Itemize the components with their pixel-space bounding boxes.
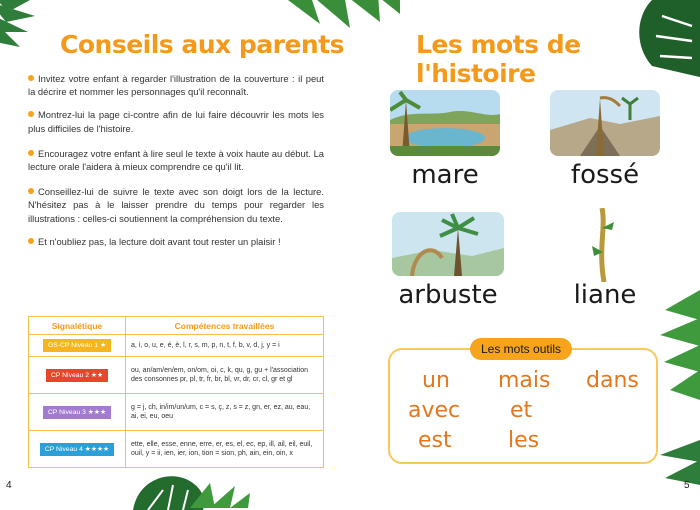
tool-word-dans: dans — [586, 368, 639, 393]
right-page — [350, 0, 700, 504]
page-number: 4 — [6, 480, 12, 491]
tool-word-est: est — [418, 428, 452, 453]
tool-word-les: les — [508, 428, 540, 453]
tool-words-heading: Les mots outils — [470, 338, 572, 360]
mare-illustration — [390, 90, 500, 156]
pond-landscape-image — [390, 90, 500, 156]
shrub-landscape-image — [392, 212, 504, 276]
word-liane: liane — [573, 280, 637, 310]
level-1-badge: GS-CP Niveau 1 ★ — [43, 339, 111, 352]
level-3-badge: CP Niveau 3 ★★★ — [43, 406, 111, 419]
bullet-icon — [28, 111, 34, 117]
table-row — [29, 357, 324, 394]
page-title: Conseils aux parents — [60, 30, 345, 59]
bullet-icon — [28, 188, 34, 194]
tip-item: Et n'oubliez pas, la lecture doit avant tout rester un plaisir ! — [28, 235, 324, 248]
left-page — [0, 0, 350, 504]
level-4-badge: CP Niveau 4 ★★★★ — [40, 443, 114, 456]
skills-cell: g = j, ch, in/im/un/um, c = s, ç, z, s = z, gn, er, ez, au, eau, ai, ei, eu, oeu — [126, 394, 324, 431]
tool-word-un: un — [422, 368, 450, 393]
skills-cell: a, i, o, u, e, é, è, l, r, s, m, p, n, t, f, b, v, d, j, y = i — [126, 335, 324, 357]
vine-image — [588, 208, 618, 282]
bullet-icon — [28, 150, 34, 156]
column-header-competences: Compétences travaillées — [126, 317, 324, 335]
tool-word-avec: avec — [408, 398, 461, 423]
page-number: 5 — [684, 480, 690, 491]
column-header-signaletique: Signalétique — [29, 317, 126, 335]
table-row — [29, 335, 324, 357]
table-header-row — [29, 317, 324, 335]
bullet-icon — [28, 75, 34, 81]
tool-word-et: et — [510, 398, 533, 423]
skills-cell: ou, an/am/en/em, on/om, oi, c, k, qu, g, gu + l'association des consonnes pr, pl, tr, fr, br, bl, vr, dr, cr, cl, gr et gl — [126, 357, 324, 394]
bullet-icon — [28, 238, 34, 244]
palm-leaf-top-left-decoration — [0, 0, 60, 52]
tip-item: Montrez-lui la page ci-contre afin de lui faire découvrir les mots les plus difficiles de l'histoire. — [28, 109, 324, 134]
tip-item: Invitez votre enfant à regarder l'illustration de la couverture : il peut la décrire et nommer les personnages qu'il reconnaît. — [28, 73, 324, 98]
skills-cell: ette, elle, esse, enne, erre, er, es, el, ec, ep, ill, ail, eil, euil, ouil, y = ii, ien, ier, ion, tion = sion, ph, ain, ein, oin, x — [126, 431, 324, 468]
tip-item: Encouragez votre enfant à lire seul le texte à voix haute au début. La lecture orale l'aidera à mieux comprendre ce qu'il lit. — [28, 147, 324, 173]
reading-level-table — [28, 316, 324, 468]
liane-illustration — [588, 208, 618, 282]
parent-tips-list — [28, 72, 324, 258]
tip-item: Conseillez-lui de suivre le texte avec son doigt lors de la lecture. N'hésitez pas à le laisser prendre du temps pour regarder les illustrations : celles-ci soutiennent la compréhension du texte. — [28, 186, 324, 224]
table-row — [29, 394, 324, 431]
arbuste-illustration — [392, 212, 504, 276]
table-row — [29, 431, 324, 468]
word-arbuste: arbuste — [398, 280, 498, 310]
fosse-illustration — [550, 90, 660, 156]
word-fosse: fossé — [570, 160, 640, 190]
level-2-badge: CP Niveau 2 ★★ — [46, 369, 108, 382]
word-mare: mare — [411, 160, 479, 190]
ditch-landscape-image — [550, 90, 660, 156]
section-title: Les mots de l'histoire — [416, 30, 581, 88]
tool-word-mais: mais — [498, 368, 551, 393]
palm-leaf-top-decoration — [280, 0, 400, 34]
